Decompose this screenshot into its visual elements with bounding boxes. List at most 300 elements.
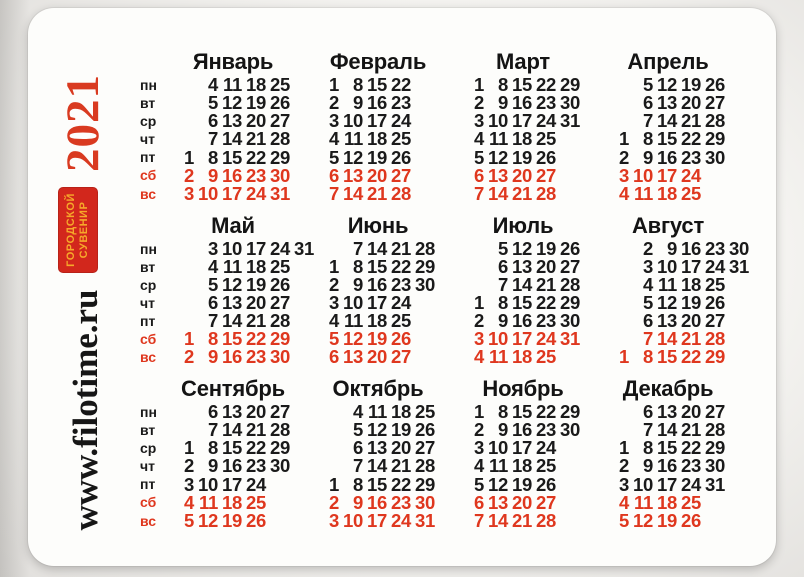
day-cell: 18 bbox=[681, 273, 701, 295]
day-cell: 8 bbox=[498, 401, 508, 422]
day-cell: 24 bbox=[270, 237, 290, 259]
logo-text-line1: ГОРОДСКОЙ bbox=[65, 193, 77, 267]
day-cell: 22 bbox=[391, 473, 411, 495]
day-cell: 26 bbox=[536, 146, 556, 168]
weekday-label: вс bbox=[140, 349, 157, 366]
day-cell: 26 bbox=[560, 237, 580, 259]
day-row bbox=[170, 457, 315, 475]
day-cell: 27 bbox=[415, 437, 435, 459]
day-row bbox=[605, 146, 750, 168]
day-cell: 21 bbox=[512, 182, 532, 204]
day-cell: 26 bbox=[391, 328, 411, 350]
day-cell: 14 bbox=[512, 273, 532, 295]
day-cell: 7 bbox=[353, 455, 363, 477]
weekday-label: пн bbox=[140, 240, 157, 257]
day-cell: 27 bbox=[536, 491, 556, 513]
day-cell: 11 bbox=[223, 74, 242, 95]
day-row bbox=[460, 146, 605, 168]
day-cell: 17 bbox=[367, 291, 387, 313]
day-cell: 14 bbox=[657, 419, 677, 441]
day-cell: 15 bbox=[657, 128, 677, 150]
day-row bbox=[460, 457, 605, 475]
day-cell: 28 bbox=[391, 182, 411, 204]
day-row bbox=[170, 76, 315, 94]
day-cell: 8 bbox=[643, 437, 653, 459]
day-cell: 1 bbox=[619, 128, 629, 150]
day-cell: 3 bbox=[329, 110, 339, 132]
day-cell: 17 bbox=[657, 164, 677, 186]
day-cell: 13 bbox=[657, 310, 677, 331]
month-block bbox=[170, 50, 315, 203]
day-cell: 20 bbox=[391, 437, 411, 459]
day-cell: 29 bbox=[415, 473, 435, 495]
day-cell: 20 bbox=[246, 401, 266, 422]
day-cell: 15 bbox=[512, 291, 532, 313]
day-cell: 3 bbox=[619, 164, 629, 186]
day-cell: 7 bbox=[353, 237, 363, 259]
day-cell: 18 bbox=[367, 128, 387, 150]
day-cell: 30 bbox=[415, 273, 435, 295]
day-cell: 23 bbox=[391, 92, 411, 114]
day-cell: 6 bbox=[208, 401, 218, 422]
day-cell: 19 bbox=[367, 146, 387, 168]
day-cell: 4 bbox=[208, 255, 218, 277]
day-cell: 14 bbox=[367, 237, 387, 259]
day-cell: 19 bbox=[246, 92, 266, 114]
day-cell: 31 bbox=[415, 509, 435, 531]
day-cell: 13 bbox=[488, 164, 508, 186]
day-row bbox=[315, 403, 460, 421]
day-cell: 8 bbox=[208, 437, 218, 459]
day-cell: 27 bbox=[536, 164, 556, 186]
day-cell: 31 bbox=[294, 237, 314, 259]
day-cell: 9 bbox=[353, 273, 363, 295]
day-cell: 27 bbox=[705, 92, 725, 114]
day-row bbox=[605, 130, 750, 148]
day-cell: 24 bbox=[246, 473, 266, 495]
month-title: Апрель bbox=[627, 49, 709, 74]
day-cell: 23 bbox=[536, 92, 556, 114]
day-cell: 5 bbox=[329, 328, 339, 350]
day-cell: 1 bbox=[184, 146, 194, 168]
weekday-column bbox=[140, 50, 170, 203]
month-title: Июль bbox=[492, 212, 554, 238]
weekday-label: вт bbox=[140, 422, 156, 439]
day-cell: 15 bbox=[222, 146, 242, 168]
day-cell: 19 bbox=[681, 291, 701, 313]
day-cell: 5 bbox=[643, 291, 653, 313]
day-cell: 15 bbox=[512, 401, 532, 422]
month-title: Январь bbox=[192, 49, 274, 74]
day-cell: 13 bbox=[222, 291, 242, 313]
day-cell: 19 bbox=[246, 273, 266, 295]
day-cell: 19 bbox=[512, 473, 532, 495]
day-row bbox=[605, 348, 750, 366]
publisher-logo bbox=[58, 187, 98, 273]
day-row bbox=[315, 130, 460, 148]
day-cell: 4 bbox=[329, 310, 339, 331]
day-cell: 7 bbox=[208, 419, 218, 441]
day-cell: 24 bbox=[536, 328, 556, 350]
day-cell: 2 bbox=[329, 273, 339, 295]
day-cell: 9 bbox=[643, 146, 653, 168]
day-cell: 19 bbox=[391, 419, 411, 441]
month-title: Июнь bbox=[347, 212, 409, 238]
day-cell: 29 bbox=[705, 346, 725, 368]
day-cell: 17 bbox=[512, 437, 532, 459]
month-title: Ноябрь bbox=[482, 376, 564, 401]
day-cell: 29 bbox=[270, 437, 290, 459]
day-cell: 18 bbox=[512, 455, 532, 477]
day-cell: 12 bbox=[198, 509, 218, 531]
day-cell: 21 bbox=[367, 182, 387, 204]
day-cell: 13 bbox=[343, 346, 363, 368]
day-cell: 22 bbox=[681, 437, 701, 459]
day-cell: 26 bbox=[270, 273, 290, 295]
day-cell: 8 bbox=[353, 473, 363, 495]
day-cell: 29 bbox=[705, 128, 725, 150]
month-block bbox=[170, 214, 315, 367]
day-cell: 18 bbox=[512, 346, 532, 368]
day-cell: 1 bbox=[329, 473, 339, 495]
day-row bbox=[605, 312, 750, 330]
day-cell: 3 bbox=[329, 509, 339, 531]
day-row bbox=[460, 348, 605, 366]
day-row bbox=[605, 76, 750, 94]
day-row bbox=[170, 146, 315, 168]
day-cell: 4 bbox=[474, 455, 484, 477]
day-cell: 4 bbox=[643, 273, 653, 295]
month-title: Октябрь bbox=[332, 376, 424, 401]
day-cell: 2 bbox=[329, 92, 339, 114]
month-row bbox=[140, 377, 750, 530]
weekday-label: вт bbox=[140, 95, 156, 112]
day-cell: 15 bbox=[367, 473, 387, 495]
day-cell: 12 bbox=[657, 74, 677, 95]
day-cell: 14 bbox=[222, 128, 242, 150]
day-cell: 20 bbox=[536, 255, 556, 277]
weekday-label: пт bbox=[140, 476, 156, 493]
month-block bbox=[315, 377, 460, 530]
day-cell: 3 bbox=[184, 473, 194, 495]
weekday-label: ср bbox=[140, 113, 157, 130]
day-cell: 25 bbox=[391, 128, 411, 150]
day-cell: 25 bbox=[536, 346, 556, 368]
day-cell: 29 bbox=[560, 401, 580, 422]
day-cell: 28 bbox=[705, 419, 725, 441]
day-cell: 23 bbox=[681, 455, 701, 477]
day-cell: 6 bbox=[643, 401, 653, 422]
day-row bbox=[605, 509, 750, 531]
day-cell: 11 bbox=[344, 310, 363, 331]
day-cell: 13 bbox=[222, 110, 242, 132]
day-cell: 10 bbox=[198, 182, 218, 204]
day-cell: 24 bbox=[246, 182, 266, 204]
day-cell: 20 bbox=[512, 491, 532, 513]
weekday-label: пн bbox=[140, 77, 157, 93]
day-cell: 2 bbox=[474, 419, 484, 441]
day-cell: 30 bbox=[270, 346, 290, 368]
day-cell: 16 bbox=[222, 455, 242, 477]
day-cell: 21 bbox=[681, 328, 701, 350]
day-cell: 9 bbox=[353, 92, 363, 114]
weekday-label: пт bbox=[140, 149, 156, 166]
day-row bbox=[460, 130, 605, 148]
day-cell: 22 bbox=[681, 346, 701, 368]
day-cell: 10 bbox=[657, 255, 677, 277]
day-cell: 26 bbox=[246, 509, 266, 531]
day-cell: 7 bbox=[474, 182, 484, 204]
logo-text-line2: СУВЕНИР bbox=[78, 201, 90, 259]
day-cell: 12 bbox=[222, 273, 242, 295]
day-cell: 19 bbox=[536, 237, 556, 259]
day-cell: 26 bbox=[536, 473, 556, 495]
month-block bbox=[460, 50, 605, 203]
day-cell: 5 bbox=[208, 273, 218, 295]
day-cell: 2 bbox=[619, 146, 629, 168]
day-cell: 29 bbox=[560, 74, 580, 95]
day-cell: 19 bbox=[367, 328, 387, 350]
month-block bbox=[315, 50, 460, 203]
day-cell: 24 bbox=[391, 509, 411, 531]
weekday-label: чт bbox=[140, 131, 155, 148]
day-cell: 9 bbox=[667, 237, 677, 259]
day-cell: 11 bbox=[634, 491, 653, 513]
day-cell: 24 bbox=[681, 164, 701, 186]
day-cell: 9 bbox=[498, 310, 508, 331]
weekday-column bbox=[140, 214, 170, 367]
day-row bbox=[315, 439, 460, 457]
day-row bbox=[170, 182, 315, 204]
day-cell: 28 bbox=[270, 128, 290, 150]
day-cell: 7 bbox=[643, 110, 653, 132]
day-cell: 14 bbox=[488, 182, 508, 204]
day-cell: 11 bbox=[658, 273, 677, 295]
day-cell: 15 bbox=[367, 74, 387, 95]
day-row bbox=[315, 509, 460, 531]
day-cell: 18 bbox=[222, 491, 242, 513]
day-cell: 7 bbox=[208, 310, 218, 331]
day-cell: 7 bbox=[643, 328, 653, 350]
day-cell: 20 bbox=[681, 92, 701, 114]
day-row bbox=[170, 237, 315, 259]
day-cell: 4 bbox=[619, 491, 629, 513]
day-cell: 3 bbox=[329, 291, 339, 313]
day-cell: 19 bbox=[681, 74, 701, 95]
day-cell: 9 bbox=[208, 346, 218, 368]
day-row bbox=[170, 509, 315, 531]
day-cell: 25 bbox=[705, 273, 725, 295]
day-cell: 17 bbox=[512, 328, 532, 350]
day-cell: 29 bbox=[705, 437, 725, 459]
day-cell: 31 bbox=[705, 473, 725, 495]
day-cell: 22 bbox=[246, 146, 266, 168]
day-cell: 1 bbox=[329, 255, 339, 277]
day-cell: 5 bbox=[474, 473, 484, 495]
day-cell: 3 bbox=[208, 237, 218, 259]
day-cell: 5 bbox=[643, 74, 653, 95]
day-cell: 6 bbox=[643, 310, 653, 331]
month-block bbox=[605, 214, 750, 367]
day-cell: 11 bbox=[489, 455, 508, 477]
day-cell: 9 bbox=[208, 455, 218, 477]
day-cell: 28 bbox=[270, 310, 290, 331]
day-cell: 1 bbox=[184, 328, 194, 350]
day-cell: 11 bbox=[634, 182, 653, 204]
day-cell: 20 bbox=[246, 110, 266, 132]
month-title: Сентябрь bbox=[181, 376, 285, 401]
day-cell: 7 bbox=[474, 509, 484, 531]
weekday-label: вс bbox=[140, 185, 157, 202]
day-cell: 22 bbox=[536, 401, 556, 422]
day-cell: 9 bbox=[208, 164, 218, 186]
day-cell: 16 bbox=[512, 310, 532, 331]
day-cell: 28 bbox=[415, 237, 435, 259]
weekday-column bbox=[140, 377, 170, 530]
day-cell: 12 bbox=[343, 328, 363, 350]
day-cell: 20 bbox=[367, 164, 387, 186]
day-cell: 14 bbox=[367, 455, 387, 477]
weekday-label: ср bbox=[140, 276, 157, 293]
day-cell: 17 bbox=[222, 473, 242, 495]
day-cell: 5 bbox=[474, 146, 484, 168]
day-row bbox=[315, 473, 460, 495]
day-cell: 10 bbox=[343, 110, 363, 132]
day-cell: 1 bbox=[474, 74, 484, 95]
month-block bbox=[605, 377, 750, 530]
day-cell: 4 bbox=[353, 401, 363, 422]
day-cell: 15 bbox=[222, 328, 242, 350]
day-cell: 11 bbox=[199, 491, 218, 513]
day-cell: 22 bbox=[536, 291, 556, 313]
day-cell: 18 bbox=[512, 128, 532, 150]
day-cell: 30 bbox=[270, 455, 290, 477]
weekday-label: вс bbox=[140, 512, 157, 529]
day-row bbox=[605, 94, 750, 112]
day-cell: 10 bbox=[343, 509, 363, 531]
day-cell: 13 bbox=[343, 164, 363, 186]
day-cell: 21 bbox=[391, 455, 411, 477]
day-cell: 28 bbox=[415, 455, 435, 477]
month-title: Март bbox=[496, 49, 550, 74]
day-cell: 9 bbox=[643, 455, 653, 477]
day-cell: 12 bbox=[633, 509, 653, 531]
day-cell: 1 bbox=[329, 74, 339, 95]
day-cell: 11 bbox=[489, 346, 508, 368]
month-block bbox=[460, 214, 605, 367]
day-row bbox=[315, 457, 460, 475]
day-cell: 2 bbox=[184, 164, 194, 186]
day-cell: 4 bbox=[184, 491, 194, 513]
day-row bbox=[170, 112, 315, 130]
day-cell: 6 bbox=[474, 491, 484, 513]
day-cell: 15 bbox=[657, 346, 677, 368]
weekday-label: чт bbox=[140, 458, 155, 475]
day-row bbox=[170, 94, 315, 112]
day-row bbox=[170, 130, 315, 148]
day-cell: 16 bbox=[367, 273, 387, 295]
day-cell: 5 bbox=[353, 419, 363, 441]
day-cell: 15 bbox=[657, 437, 677, 459]
day-cell: 15 bbox=[512, 74, 532, 95]
day-cell: 22 bbox=[391, 74, 411, 95]
day-cell: 18 bbox=[391, 401, 411, 422]
day-cell: 26 bbox=[270, 92, 290, 114]
weekday-label: сб bbox=[140, 494, 157, 511]
day-cell: 17 bbox=[367, 509, 387, 531]
weekday-label: пт bbox=[140, 312, 156, 329]
day-cell: 16 bbox=[367, 92, 387, 114]
day-cell: 17 bbox=[246, 237, 266, 259]
day-cell: 6 bbox=[643, 92, 653, 114]
day-cell: 29 bbox=[270, 328, 290, 350]
day-cell: 21 bbox=[391, 237, 411, 259]
day-cell: 26 bbox=[391, 146, 411, 168]
day-cell: 2 bbox=[619, 455, 629, 477]
day-cell: 14 bbox=[657, 328, 677, 350]
day-cell: 6 bbox=[208, 291, 218, 313]
month-title: Август bbox=[631, 212, 705, 238]
day-cell: 5 bbox=[208, 92, 218, 114]
day-cell: 6 bbox=[474, 164, 484, 186]
day-cell: 19 bbox=[657, 509, 677, 531]
day-cell: 5 bbox=[498, 237, 508, 259]
day-cell: 31 bbox=[729, 255, 749, 277]
day-cell: 27 bbox=[391, 346, 411, 368]
day-cell: 22 bbox=[391, 255, 411, 277]
day-cell: 25 bbox=[536, 128, 556, 150]
day-cell: 16 bbox=[512, 92, 532, 114]
day-cell: 27 bbox=[270, 110, 290, 132]
day-cell: 25 bbox=[246, 491, 266, 513]
month-title: Декабрь bbox=[622, 376, 714, 401]
calendar-grid bbox=[140, 50, 750, 530]
day-cell: 26 bbox=[681, 509, 701, 531]
day-cell: 2 bbox=[643, 237, 653, 259]
day-cell: 17 bbox=[657, 473, 677, 495]
day-cell: 31 bbox=[560, 110, 580, 132]
day-cell: 18 bbox=[657, 182, 677, 204]
day-cell: 26 bbox=[415, 419, 435, 441]
day-cell: 8 bbox=[643, 128, 653, 150]
day-cell: 16 bbox=[512, 419, 532, 441]
day-cell: 26 bbox=[705, 74, 725, 95]
month-block bbox=[170, 377, 315, 530]
day-cell: 7 bbox=[208, 128, 218, 150]
day-cell: 24 bbox=[681, 473, 701, 495]
day-cell: 12 bbox=[343, 146, 363, 168]
day-row bbox=[460, 182, 605, 204]
day-cell: 30 bbox=[560, 310, 580, 331]
day-cell: 11 bbox=[489, 128, 508, 150]
day-cell: 4 bbox=[619, 182, 629, 204]
day-cell: 10 bbox=[198, 473, 218, 495]
day-cell: 13 bbox=[222, 401, 242, 422]
day-cell: 9 bbox=[498, 92, 508, 114]
day-cell: 30 bbox=[560, 419, 580, 441]
day-row bbox=[315, 421, 460, 439]
day-row bbox=[315, 348, 460, 366]
day-cell: 20 bbox=[681, 310, 701, 331]
day-cell: 3 bbox=[474, 328, 484, 350]
day-cell: 20 bbox=[512, 164, 532, 186]
day-cell: 13 bbox=[488, 491, 508, 513]
day-cell: 18 bbox=[367, 310, 387, 331]
day-cell: 23 bbox=[246, 455, 266, 477]
day-cell: 14 bbox=[222, 419, 242, 441]
day-cell: 8 bbox=[353, 255, 363, 277]
day-cell: 25 bbox=[681, 491, 701, 513]
